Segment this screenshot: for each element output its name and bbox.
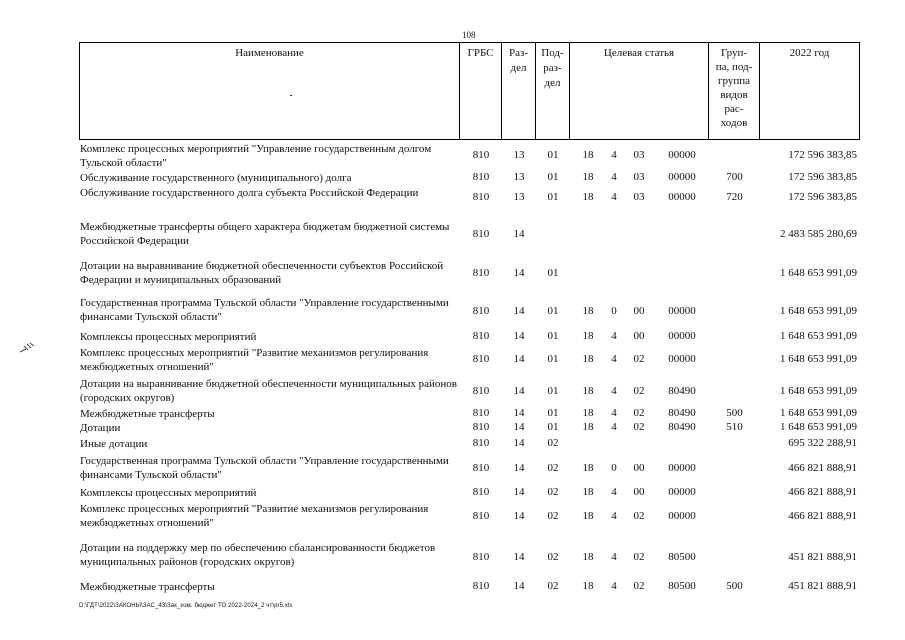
row-target-4: 80490 xyxy=(668,407,696,419)
row-target-3: 03 xyxy=(633,171,645,183)
row-target-1: 18 xyxy=(582,171,594,183)
row-razdel: 13 xyxy=(513,171,525,183)
row-name: Обслуживание государственного (муниципального) долга xyxy=(80,172,352,184)
row-podrazdel: 02 xyxy=(547,486,559,498)
row-podrazdel: 01 xyxy=(547,191,559,203)
table-row xyxy=(79,541,860,575)
row-grbs: 810 xyxy=(472,191,490,203)
row-amount: 1 648 653 991,09 xyxy=(780,421,857,433)
table-header xyxy=(79,42,860,140)
header-year: 2022 год xyxy=(760,43,860,139)
row-grbs: 810 xyxy=(472,551,490,563)
row-razdel: 14 xyxy=(513,510,525,522)
row-razdel: 14 xyxy=(513,407,525,419)
header-target: Целевая статья xyxy=(570,43,709,139)
row-target-4: 00000 xyxy=(668,353,696,365)
row-target-2: 4 xyxy=(611,580,617,592)
header-group: Груп- па, под- группа видов рас- ходов xyxy=(709,43,760,139)
row-podrazdel: 01 xyxy=(547,407,559,419)
row-podrazdel: 01 xyxy=(547,385,559,397)
row-target-4: 80490 xyxy=(668,421,696,433)
row-name: Государственная программа Тульской области "Управление государственными финансами Тульской области" xyxy=(80,297,449,323)
row-target-2: 4 xyxy=(611,385,617,397)
row-target-3: 02 xyxy=(633,580,645,592)
row-podrazdel: 02 xyxy=(547,510,559,522)
header-name: Наименование xyxy=(79,43,460,139)
row-amount: 1 648 653 991,09 xyxy=(780,305,857,317)
row-amount: 1 648 653 991,09 xyxy=(780,353,857,365)
row-group: 500 xyxy=(726,580,743,592)
row-amount: 695 322 288,91 xyxy=(788,437,857,449)
row-target-2: 0 xyxy=(611,305,617,317)
row-target-1: 18 xyxy=(582,407,594,419)
row-amount: 1 648 653 991,09 xyxy=(780,385,857,397)
row-amount: 172 596 383,85 xyxy=(788,171,857,183)
margin-mark-icon xyxy=(18,340,38,356)
row-group: 500 xyxy=(726,407,743,419)
table-row xyxy=(79,437,860,451)
row-razdel: 14 xyxy=(513,462,525,474)
row-grbs: 810 xyxy=(472,267,490,279)
row-razdel: 14 xyxy=(513,228,525,240)
table-row xyxy=(79,486,860,500)
row-target-4: 00000 xyxy=(668,462,696,474)
row-grbs: 810 xyxy=(472,353,490,365)
row-razdel: 14 xyxy=(513,353,525,365)
row-razdel: 14 xyxy=(513,580,525,592)
row-target-4: 00000 xyxy=(668,510,696,522)
table-row xyxy=(79,171,860,185)
scan-speck xyxy=(290,95,292,96)
row-target-2: 4 xyxy=(611,551,617,563)
row-target-1: 18 xyxy=(582,305,594,317)
row-target-3: 00 xyxy=(633,486,645,498)
row-razdel: 14 xyxy=(513,305,525,317)
row-target-2: 4 xyxy=(611,191,617,203)
row-grbs: 810 xyxy=(472,385,490,397)
row-name: Межбюджетные трансферты общего характера бюджетам бюджетной системы Российской Федерации xyxy=(80,221,450,247)
row-target-3: 02 xyxy=(633,385,645,397)
row-target-2: 4 xyxy=(611,486,617,498)
table-row xyxy=(79,346,860,376)
row-name: Комплексы процессных мероприятий xyxy=(80,487,257,499)
row-grbs: 810 xyxy=(472,149,490,161)
table-row xyxy=(79,502,860,532)
row-razdel: 14 xyxy=(513,551,525,563)
row-target-4: 00000 xyxy=(668,486,696,498)
row-target-1: 18 xyxy=(582,486,594,498)
row-name: Комплексы процессных мероприятий xyxy=(80,331,257,343)
row-target-1: 18 xyxy=(582,510,594,522)
row-razdel: 14 xyxy=(513,330,525,342)
row-target-1: 18 xyxy=(582,462,594,474)
row-name: Межбюджетные трансферты xyxy=(80,581,215,593)
row-name: Дотации xyxy=(80,422,121,434)
table-row xyxy=(79,220,860,254)
table-row xyxy=(79,454,860,486)
file-path-footer: D:\ГДТ\2022\ЗАКОНЫ\ЗАС_43\Зак_изм. бюджет ТО 2022-2024_2 чт\pr5.xls xyxy=(79,603,293,609)
row-target-2: 4 xyxy=(611,330,617,342)
row-razdel: 14 xyxy=(513,421,525,433)
row-podrazdel: 01 xyxy=(547,149,559,161)
row-target-2: 4 xyxy=(611,353,617,365)
row-group: 510 xyxy=(726,421,743,433)
row-name: Дотации на поддержку мер по обеспечению сбалансированности бюджетов муниципальных районов (городских округов) xyxy=(80,542,436,568)
row-amount: 172 596 383,85 xyxy=(788,191,857,203)
row-grbs: 810 xyxy=(472,462,490,474)
row-razdel: 14 xyxy=(513,385,525,397)
row-target-1: 18 xyxy=(582,580,594,592)
row-razdel: 13 xyxy=(513,191,525,203)
row-amount: 1 648 653 991,09 xyxy=(780,267,857,279)
row-name: Дотации на выравнивание бюджетной обеспеченности муниципальных районов (городских округов) xyxy=(80,378,457,404)
row-amount: 466 821 888,91 xyxy=(788,486,857,498)
row-razdel: 13 xyxy=(513,149,525,161)
row-target-2: 4 xyxy=(611,510,617,522)
row-target-1: 18 xyxy=(582,149,594,161)
row-podrazdel: 01 xyxy=(547,267,559,279)
row-grbs: 810 xyxy=(472,486,490,498)
table-row xyxy=(79,296,860,330)
row-target-1: 18 xyxy=(582,330,594,342)
row-target-4: 00000 xyxy=(668,171,696,183)
row-target-2: 4 xyxy=(611,171,617,183)
row-name: Дотации на выравнивание бюджетной обеспеченности субъектов Российской Федерации и муниципальных образований xyxy=(80,260,444,286)
row-target-3: 02 xyxy=(633,407,645,419)
row-grbs: 810 xyxy=(472,421,490,433)
row-target-2: 4 xyxy=(611,421,617,433)
row-target-3: 00 xyxy=(633,330,645,342)
row-target-4: 80490 xyxy=(668,385,696,397)
header-podrazdel: Под- раз- дел xyxy=(536,43,570,139)
row-target-4: 80500 xyxy=(668,551,696,563)
row-podrazdel: 01 xyxy=(547,421,559,433)
row-target-2: 4 xyxy=(611,149,617,161)
row-name: Межбюджетные трансферты xyxy=(80,408,215,420)
row-name: Государственная программа Тульской области "Управление государственными финансами Тульской области" xyxy=(80,455,449,481)
row-grbs: 810 xyxy=(472,305,490,317)
row-name: Обслуживание государственного долга субъекта Российской Федерации xyxy=(80,187,419,199)
row-target-1: 18 xyxy=(582,191,594,203)
row-amount: 1 648 653 991,09 xyxy=(780,407,857,419)
row-target-1: 18 xyxy=(582,551,594,563)
row-podrazdel: 02 xyxy=(547,580,559,592)
row-podrazdel: 01 xyxy=(547,353,559,365)
row-amount: 451 821 888,91 xyxy=(788,580,857,592)
row-target-4: 00000 xyxy=(668,149,696,161)
row-podrazdel: 02 xyxy=(547,551,559,563)
page-number: 108 xyxy=(462,30,476,40)
row-target-3: 02 xyxy=(633,353,645,365)
row-razdel: 14 xyxy=(513,437,525,449)
table-row xyxy=(79,142,860,170)
row-grbs: 810 xyxy=(472,510,490,522)
row-target-3: 00 xyxy=(633,305,645,317)
row-target-3: 03 xyxy=(633,149,645,161)
row-target-1: 18 xyxy=(582,353,594,365)
row-target-3: 02 xyxy=(633,510,645,522)
row-amount: 451 821 888,91 xyxy=(788,551,857,563)
table-row xyxy=(79,580,860,594)
table-row xyxy=(79,186,860,214)
row-grbs: 810 xyxy=(472,407,490,419)
row-name: Иные дотации xyxy=(80,438,148,450)
row-amount: 2 483 585 280,69 xyxy=(780,228,857,240)
row-grbs: 810 xyxy=(472,171,490,183)
row-name: Комплекс процессных мероприятий "Развитие механизмов регулирования межбюджетных отношений" xyxy=(80,503,429,529)
header-grbs: ГРБС xyxy=(460,43,502,139)
row-grbs: 810 xyxy=(472,437,490,449)
table-row xyxy=(79,421,860,435)
row-group: 720 xyxy=(726,191,743,203)
row-grbs: 810 xyxy=(472,330,490,342)
row-target-2: 0 xyxy=(611,462,617,474)
row-target-4: 80500 xyxy=(668,580,696,592)
table-row xyxy=(79,330,860,344)
table-row xyxy=(79,377,860,407)
table-row xyxy=(79,259,860,293)
row-podrazdel: 01 xyxy=(547,305,559,317)
row-name: Комплекс процессных мероприятий "Управление государственным долгом Тульской области" xyxy=(80,143,432,169)
row-razdel: 14 xyxy=(513,267,525,279)
header-razdel: Раз- дел xyxy=(502,43,536,139)
row-target-3: 03 xyxy=(633,191,645,203)
row-razdel: 14 xyxy=(513,486,525,498)
row-name: Комплекс процессных мероприятий "Развитие механизмов регулирования межбюджетных отношений" xyxy=(80,347,429,373)
table-row xyxy=(79,407,860,421)
row-podrazdel: 01 xyxy=(547,330,559,342)
row-grbs: 810 xyxy=(472,580,490,592)
row-target-4: 00000 xyxy=(668,191,696,203)
row-target-1: 18 xyxy=(582,385,594,397)
row-target-3: 02 xyxy=(633,421,645,433)
row-amount: 1 648 653 991,09 xyxy=(780,330,857,342)
row-amount: 466 821 888,91 xyxy=(788,462,857,474)
row-target-4: 00000 xyxy=(668,330,696,342)
row-podrazdel: 02 xyxy=(547,462,559,474)
row-podrazdel: 02 xyxy=(547,437,559,449)
row-target-4: 00000 xyxy=(668,305,696,317)
row-target-2: 4 xyxy=(611,407,617,419)
row-group: 700 xyxy=(726,171,743,183)
row-podrazdel: 01 xyxy=(547,171,559,183)
row-grbs: 810 xyxy=(472,228,490,240)
row-target-1: 18 xyxy=(582,421,594,433)
row-amount: 466 821 888,91 xyxy=(788,510,857,522)
row-target-3: 02 xyxy=(633,551,645,563)
row-target-3: 00 xyxy=(633,462,645,474)
row-amount: 172 596 383,85 xyxy=(788,149,857,161)
